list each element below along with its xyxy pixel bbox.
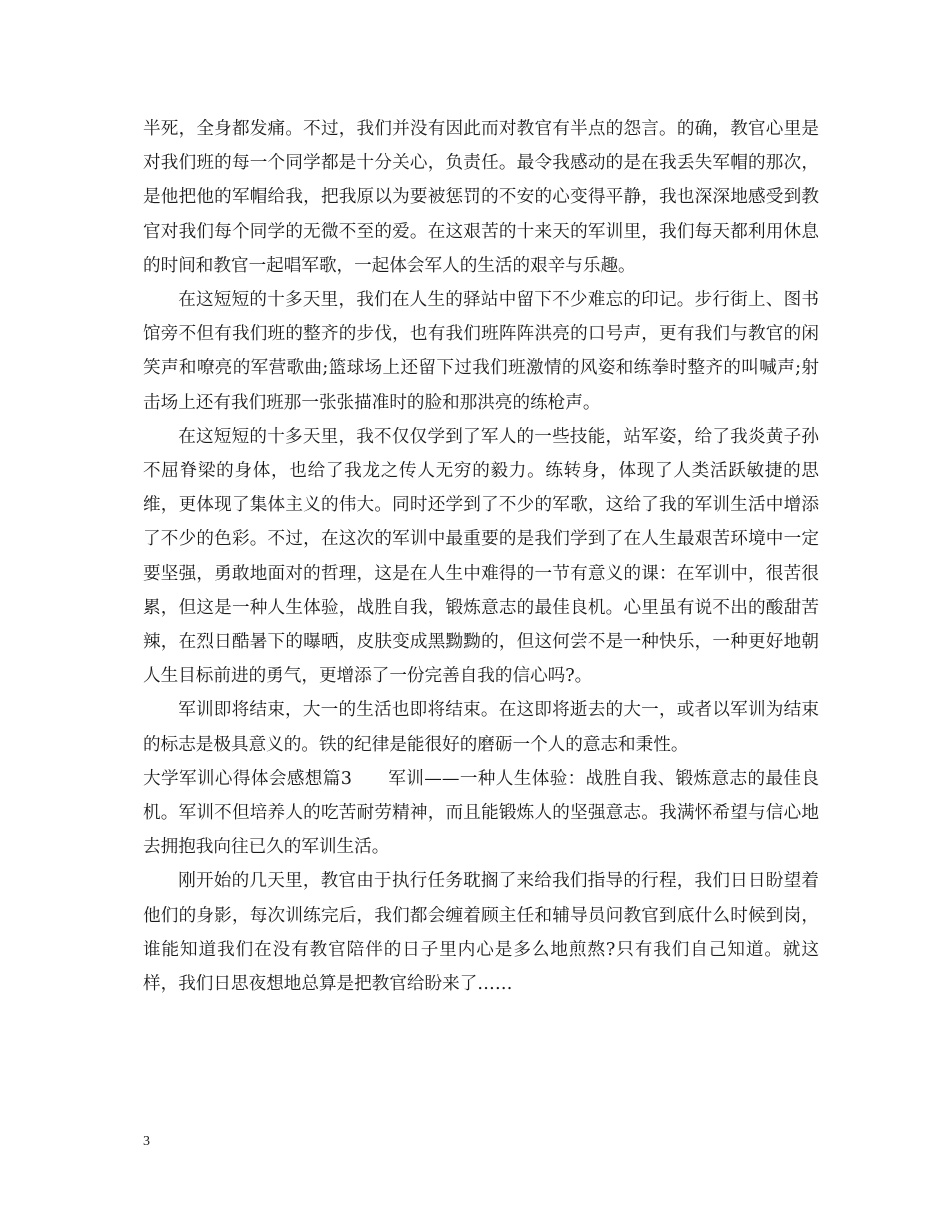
paragraph-1: 半死，全身都发痛。不过，我们并没有因此而对教官有半点的怨言。的确，教官心里是对我们班的每一个同学都是十分关心，负责任。最令我感动的是在我丢失军帽的那次，是他把他的军帽给我，把我原以为要被惩罚的不安的心变得平静，我也深深地感受到教官对我们每个同学的无微不至的爱。在这艰苦的十来天的军训里，我们每天都利用休息的时间和教官一起唱军歌，一起体会军人的生活的艰辛与乐趣。: [143, 119, 819, 276]
paragraph-3: 在这短短的十多天里，我不仅仅学到了军人的一些技能，站军姿，给了我炎黄子孙不屈脊梁的身体，也给了我龙之传人无穷的毅力。练转身，体现了人类活跃敏捷的思维，更体现了集体主义的伟大。同时还学到了不少的军歌，这给了我的军训生活中增添了不少的色彩。不过，在这次的军训中最重要的是我们学到了在人生最艰苦环境中一定要坚强，勇敢地面对的哲理，这是在人生中难得的一节有意义的课：在军训中，很苦很累，但这是一种人生体验，战胜自我，锻炼意志的最佳良机。心里虽有说不出的酸甜苦辣，在烈日酷暑下的曝晒，皮肤变成黑黝黝的，但这何尝不是一种快乐，一种更好地朝人生目标前进的勇气，更增添了一份完善自我的信心吗?。: [143, 426, 819, 687]
page-number: 3: [143, 1134, 150, 1149]
paragraph-6: 刚开始的几天里，教官由于执行任务耽搁了来给我们指导的行程，我们日日盼望着他们的身影，每次训练完后，我们都会缠着顾主任和辅导员问教官到底什么时候到岗，谁能知道我们在没有教官陪伴的日子里内心是多么地煎熬?只有我们自己知道。就这样，我们日思夜想地总算是把教官给盼来了……: [143, 871, 819, 995]
body-text: [143, 112, 819, 1001]
paragraph-2: 在这短短的十多天里，我们在人生的驿站中留下不少难忘的印记。步行街上、图书馆旁不但有我们班的整齐的步伐，也有我们班阵阵洪亮的口号声，更有我们与教官的闲笑声和嘹亮的军营歌曲;篮球场上还留下过我们班激情的风姿和练拳时整齐的叫喊声;射击场上还有我们班那一张张描准时的脸和那洪亮的练枪声。: [143, 290, 819, 413]
paragraph-5-section-heading: 大学军训心得体会感想篇3 军训——一种人生体验：战胜自我、锻炼意志的最佳良机。军训不但培养人的吃苦耐劳精神，而且能锻炼人的坚强意志。我满怀希望与信心地去拥抱我向往已久的军训生活。: [143, 768, 819, 858]
paragraph-4: 军训即将结束，大一的生活也即将结束。在这即将逝去的大一，或者以军训为结束的标志是极具意义的。铁的纪律是能很好的磨砺一个人的意志和秉性。: [143, 700, 819, 755]
